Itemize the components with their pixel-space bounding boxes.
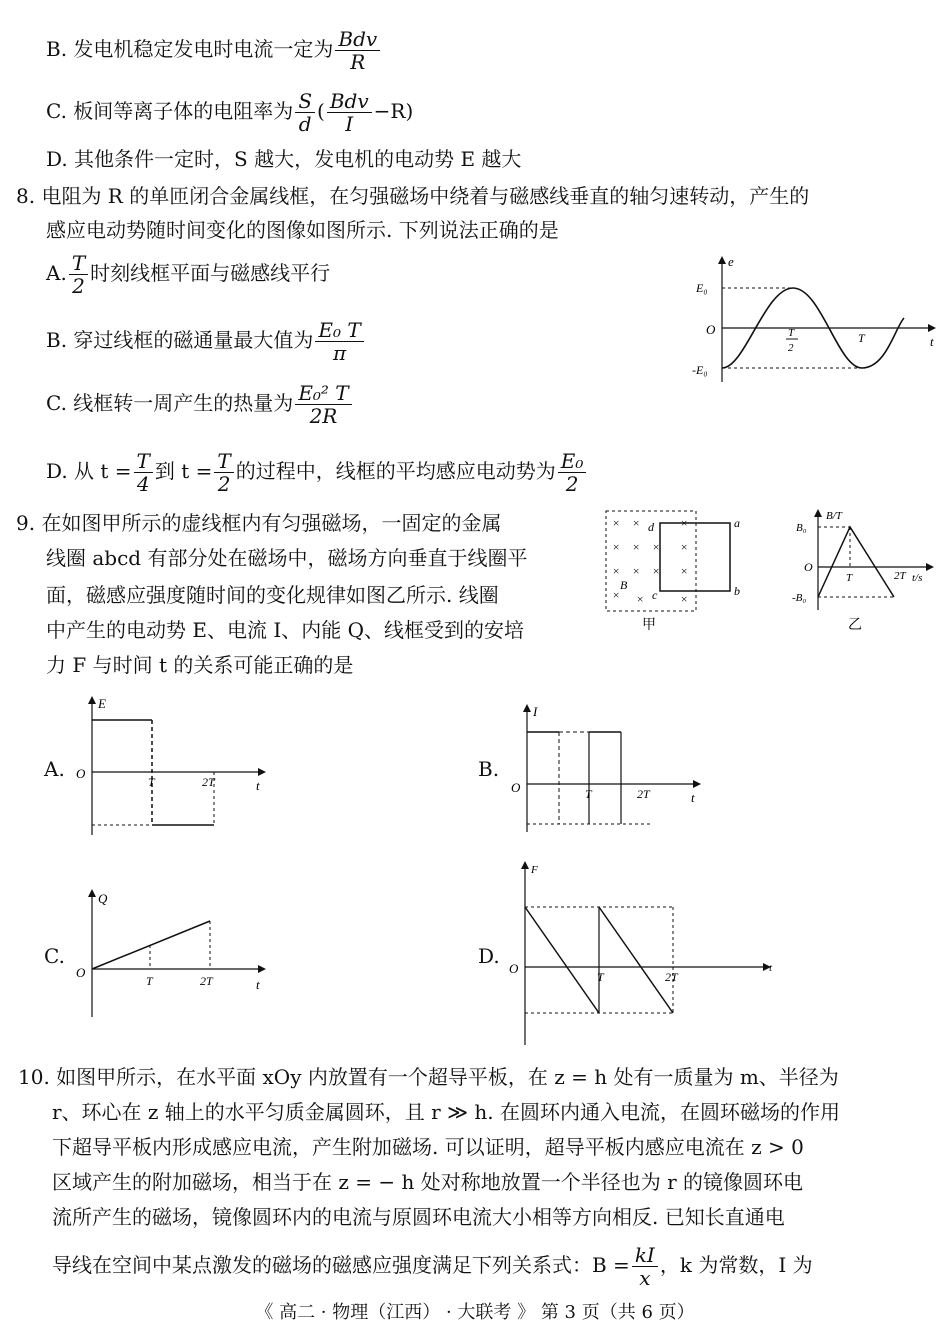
y-arrow [88,696,96,704]
cross: × [632,540,641,554]
caption-yi: 乙 [848,618,862,633]
cross: × [636,592,645,606]
cross: × [680,564,689,578]
text: 导线在空间中某点激发的磁场的磁感应强度满足下列关系式：B = [52,1253,630,1277]
q9-stem-line4: 中产生的电动势 E、电流 I、内能 Q、线框受到的安培 [46,618,524,642]
x-arrow [258,965,266,973]
q9-stem-line2: 线圈 abcd 有部分处在磁场中，磁场方向垂直于线圈平 [46,546,528,570]
corner-c: c [652,588,658,602]
q9-option-d-graph [505,855,785,1050]
fraction [214,450,233,495]
y-arrow [521,861,529,869]
q8-option-c [46,382,354,427]
y-arrow [88,889,96,897]
numerator: T [69,252,88,275]
q8-emf-graph [690,250,940,390]
caption-jia: 甲 [642,618,656,633]
t-label: T [597,970,604,984]
text: ，k 为常数，I 为 [659,1253,813,1277]
q7-option-d: D. 其他条件一定时，S 越大，发电机的电动势 E 越大 [46,147,522,171]
text: B. 穿过线框的磁通量最大值为 [46,328,314,352]
origin-label: O [76,766,86,781]
q8-option-d [46,450,588,495]
cross: × [680,592,689,606]
origin-label: O [804,560,813,574]
text: 时刻线框平面与磁感线平行 [90,261,331,285]
text: D. 从 t = [46,459,132,483]
q9-option-b-graph [505,700,715,840]
cross: × [612,588,621,602]
x-axis-label: t [691,790,695,805]
origin-label: O [76,965,86,980]
q8-stem-line1: 8. 电阻为 R 的单匝闭合金属线框，在匀强磁场中绕着与磁感线垂直的轴匀速转动，产生的 [16,184,810,208]
2t-label: 2T [894,570,906,582]
numerator: S [295,90,315,113]
f-line-2 [599,907,673,1013]
y-arrow [523,704,531,712]
numerator: kI [632,1244,658,1267]
corner-d: d [648,520,654,534]
y-axis-label: I [533,704,538,719]
denominator: 4 [136,472,150,496]
denominator: d [298,112,312,136]
numerator: T [214,450,233,473]
y-arrow [814,509,822,517]
paren: ( [317,99,325,123]
q9-stem-line3: 面，磁感应强度随时间的变化规律如图乙所示. 线圈 [46,583,499,607]
origin-label: O [511,780,521,795]
q9-option-c-graph [70,885,280,1025]
fraction [295,382,351,427]
q9-figure-yi [790,505,940,635]
e0-label: E₀ [696,281,708,295]
q9-stem-line5: 力 F 与时间 t 的关系可能正确的是 [46,653,354,677]
q9-option-a-graph [70,690,280,840]
page-footer: 《 高二 · 物理（江西） · 大联考 》 第 3 页（共 6 页） [255,1302,695,1323]
x-arrow [258,768,266,776]
x-arrow [926,563,934,571]
cross: × [680,540,689,554]
field-label: B [620,578,628,592]
coil [660,523,730,591]
corner-b: b [734,584,740,598]
q10-line5: 流所产生的磁场，镜像圆环内的电流与原圆环电流大小相等方向相反. 已知长直通电 [52,1205,785,1229]
x-axis-label: t [769,962,773,974]
x-axis-label: t/s [912,572,923,584]
x-axis-label: t [256,778,260,793]
x-axis-label: t [930,334,934,349]
b-curve [818,527,894,597]
y-axis-label: B/T [826,510,842,522]
denominator: x [639,1266,651,1290]
q9-option-d-label: D. [478,944,500,968]
cross: × [652,564,661,578]
q8-stem-line2: 感应电动势随时间变化的图像如图所示. 下列说法正确的是 [46,218,559,242]
q7-b-text: B. 发电机稳定发电时电流一定为 [46,37,334,61]
cross: × [612,540,621,554]
label: A. [46,261,67,285]
denominator: 2R [309,404,338,428]
q8-option-b [46,319,366,364]
fraction [632,1244,658,1289]
y-axis-label: e [728,254,734,269]
fraction [335,28,380,73]
fraction [558,450,587,495]
denominator: 2 [565,472,579,496]
t-label: T [585,787,592,801]
fraction [327,90,372,135]
cross: × [680,516,689,530]
text: 到 t = [154,459,213,483]
cross: × [652,540,661,554]
denominator: I [345,112,354,136]
2t-label: 2T [202,775,215,789]
b0-label: B₀ [796,522,807,534]
y-arrow [718,256,726,264]
q8-option-a [46,252,330,297]
q7-c-text: C. 板间等离子体的电阻率为 [46,99,294,123]
t-label: T [146,974,153,988]
text: 的过程中，线框的平均感应电动势为 [235,459,556,483]
cross: × [612,516,621,530]
origin-label: O [509,961,519,976]
q10-line1: 10. 如图甲所示，在水平面 xOy 内放置有一个超导平板，在 z = h 处有一质量为 m、半径为 [18,1065,839,1089]
numerator: T [134,450,153,473]
half-period-num: T [788,327,795,339]
q9-option-b-label: B. [478,757,500,781]
f-line-1 [525,907,599,1013]
x-axis-label: t [256,977,260,992]
y-axis-label: Q [98,891,108,906]
denominator: R [350,50,366,74]
q10-line3: 下超导平板内形成感应电流，产生附加磁场. 可以证明，超导平板内感应电流在 z > 0 [52,1135,804,1159]
neg-e0-label: -E₀ [692,363,708,377]
period-label: T [858,331,865,345]
numerator: Bdv [335,28,380,51]
fraction [315,319,363,364]
q7-option-c [46,90,413,135]
q7-c-tail: −R) [373,99,414,123]
text: C. 线框转一周产生的热量为 [46,391,294,415]
y-axis-label: E [98,696,106,711]
q9-option-c-label: C. [44,944,65,968]
q10-line2: r、环心在 z 轴上的水平匀质金属圆环，且 r ≫ h. 在圆环内通入电流，在圆环磁场的作用 [52,1100,840,1124]
t-label: T [148,775,155,789]
fraction [295,90,315,135]
q-line [92,921,210,969]
fraction [134,450,153,495]
numerator: Bdv [327,90,372,113]
neg-b0-label: -B₀ [792,592,807,604]
origin-label: O [706,322,716,337]
q10-line6 [52,1244,813,1289]
q9-option-a-label: A. [44,757,65,781]
corner-a: a [734,516,740,530]
2t-label: 2T [665,970,678,984]
x-arrow [693,780,701,788]
2t-label: 2T [637,787,650,801]
q9-figure-jia [600,505,770,635]
q7-option-b [46,28,382,73]
numerator: E₀ T [315,319,363,342]
numerator: E₀² T [295,382,351,405]
half-period-den: 2 [788,342,794,354]
q10-line4: 区域产生的附加磁场，相当于在 z = − h 处对称地放置一个半径也为 r 的镜像圆环电 [52,1170,803,1194]
denominator: 2 [72,274,85,298]
q9-stem-line1: 9. 在如图甲所示的虚线框内有匀强磁场，一固定的金属 [16,511,502,535]
numerator: E₀ [558,450,587,473]
x-arrow [928,324,936,332]
cross: × [632,516,641,530]
fraction [69,252,88,297]
t-label: T [846,572,853,584]
cross: × [632,564,641,578]
denominator: 2 [217,472,231,496]
2t-label: 2T [200,974,213,988]
y-axis-label: F [531,864,538,876]
cross: × [612,564,621,578]
denominator: π [333,341,347,365]
